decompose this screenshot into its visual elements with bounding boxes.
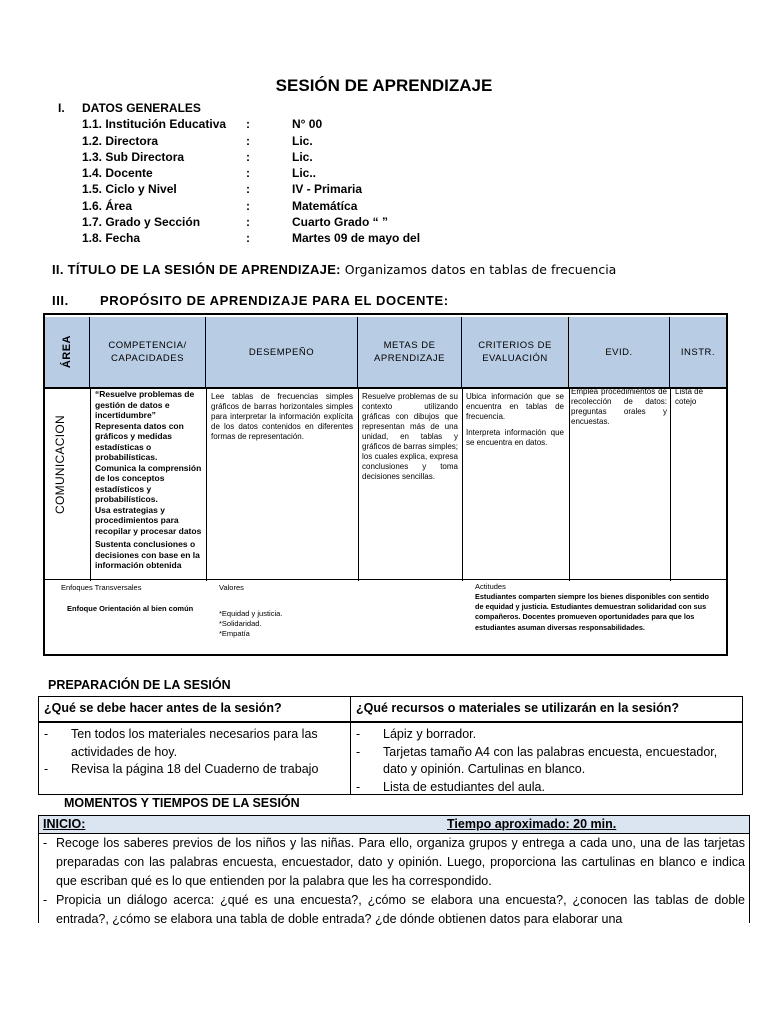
header-desempeno: DESEMPEÑO — [206, 317, 358, 387]
dash: - — [43, 836, 48, 850]
titulo-value: Organizamos datos en tablas de frecuencia — [344, 262, 617, 277]
desempeno-text: Lee tablas de frecuencias simples gráficos de barras horizontales simples para interpretar la información explícita de los datos contenidos en diferentes formas de representación. — [211, 392, 353, 441]
dash: - — [44, 727, 49, 741]
prep-col1-header: ¿Qué se debe hacer antes de la sesión? — [39, 697, 350, 721]
prep-item-text: Tarjetas tamaño A4 con las palabras encuesta, encuestador, dato y opinión. Cartulinas en blanco. — [383, 744, 718, 776]
datos-row — [58, 116, 492, 132]
datos-row — [58, 230, 492, 246]
datos-row — [58, 198, 492, 214]
datos-value: Cuarto Grado “ ” — [292, 215, 389, 230]
inicio-header — [39, 816, 749, 834]
datos-label: 1.4. Docente — [82, 166, 153, 181]
valores-list — [219, 609, 339, 639]
section-proposito — [52, 293, 449, 308]
evid-text: Emplea procedimientos de recolección de datos: preguntas orales y encuestas. — [571, 387, 667, 426]
competencia-item: Comunica la comprensión de los conceptos estadísticos y probabilísticos. — [95, 462, 202, 504]
inicio-paragraph — [43, 834, 745, 891]
valor-item: *Solidaridad. — [219, 619, 262, 628]
inicio-paragraph — [43, 891, 745, 929]
dash: - — [44, 762, 49, 776]
col-divider — [462, 389, 463, 581]
prep-col-divider — [350, 697, 351, 794]
prep-list-recursos — [356, 726, 736, 796]
datos-row — [58, 133, 492, 149]
prep-list-antes — [44, 726, 344, 779]
prep-item-text: Revisa la página 18 del Cuaderno de trabajo — [71, 762, 319, 776]
datos-colon: : — [246, 133, 250, 148]
header-area — [45, 317, 90, 387]
col-divider — [90, 389, 91, 581]
datos-generales — [58, 100, 492, 247]
valor-item: *Equidad y justicia. — [219, 609, 283, 618]
competencia-list — [95, 389, 203, 571]
datos-colon: : — [246, 182, 250, 197]
proposito-table — [43, 313, 728, 656]
tiempo-label: Tiempo aproximado: 20 min. — [447, 817, 617, 831]
datos-colon: : — [246, 149, 250, 164]
datos-value: N° 00 — [292, 117, 323, 132]
dash: - — [356, 779, 361, 794]
metas-text: Resuelve problemas de su contexto utilizando gráficas con dibujos que representan más de una unidad, en tablas y gráficos de barras simples; los cuales explica, expresa conclusiones y toma decisiones sencillas. — [362, 392, 458, 481]
page-title: SESIÓN DE APRENDIZAJE — [275, 76, 493, 95]
actitudes-text: Estudiantes comparten siempre los bienes disponibles con sentido de equidad y justicia. Estudiantes demuestran solidaridad con sus compañeros. Docentes promueven oportunidades para que los estudiantes asuman diversas responsabilidades. — [475, 592, 709, 632]
titulo-heading: II. TÍTULO DE LA SESIÓN DE APRENDIZAJE: — [52, 262, 341, 277]
momentos-table — [38, 815, 750, 926]
competencia-item: “Resuelve problemas de gestión de datos e incertidumbre” — [95, 389, 195, 420]
proposito-heading: PROPÓSITO DE APRENDIZAJE PARA EL DOCENTE: — [100, 293, 449, 308]
criterio-item: Ubica información que se encuentra en tablas de frecuencia. — [466, 392, 564, 421]
datos-value: IV - Primaria — [292, 182, 363, 197]
competencia-item: Representa datos con gráficos y medidas estadísticas o probabilísticas. — [95, 420, 184, 462]
datos-colon: : — [246, 231, 250, 246]
datos-row — [58, 165, 492, 181]
prep-item — [44, 726, 344, 761]
datos-label: 1.6. Área — [82, 198, 133, 213]
prep-item — [356, 744, 736, 779]
prep-item-text: Lista de estudiantes del aula. — [383, 779, 545, 794]
datos-value: Lic. — [292, 133, 313, 148]
preparacion-title: PREPARACIÓN DE LA SESIÓN — [48, 678, 231, 692]
valores-label: Valores — [219, 583, 244, 592]
header-instr: INSTR. — [670, 317, 726, 387]
prep-item — [356, 726, 736, 744]
preparacion-table — [38, 696, 743, 795]
dash: - — [43, 893, 48, 907]
row-divider — [45, 579, 726, 580]
criterio-item: Interpreta información que se encuentra en datos. — [466, 428, 564, 447]
inicio-label: INICIO: — [43, 817, 86, 831]
enfoques-label: Enfoques Transversales — [61, 583, 142, 592]
proposito-number: III. — [52, 293, 69, 308]
datos-colon: : — [246, 198, 250, 213]
prep-col2-header: ¿Qué recursos o materiales se utilizarán en la sesión? — [351, 697, 741, 721]
prep-item-text: Ten todos los materiales necesarios para las actividades de hoy. — [71, 727, 318, 759]
datos-label: 1.1. Institución Educativa — [82, 117, 227, 132]
instr-text: Lista de cotejo — [675, 387, 704, 406]
area-label: COMUNICACION — [53, 415, 67, 514]
datos-value: Martes 09 de mayo del — [292, 231, 421, 246]
header-area-text: ÁREA — [60, 335, 73, 369]
datos-rows — [58, 116, 492, 246]
datos-label: 1.8. Fecha — [82, 231, 141, 246]
dash: - — [356, 727, 361, 741]
section-heading: DATOS GENERALES — [82, 101, 201, 115]
prep-item — [44, 761, 344, 779]
prep-header-divider — [39, 721, 742, 723]
col-divider — [358, 389, 359, 581]
datos-label: 1.2. Directora — [82, 133, 159, 148]
datos-value: Matemátíca — [292, 198, 358, 213]
datos-value: Lic.. — [292, 166, 317, 181]
header-criterios: CRITERIOS DE EVALUACIÓN — [462, 317, 569, 387]
col-divider — [670, 389, 671, 581]
inicio-p1: Recoge los saberes previos de los niños y las niñas. Para ello, organiza grupos y entrega a cada uno, una de las tarjetas preparadas con las palabras encuesta, encuestador, dato y opinión. Luego, proporciona las cartulinas en blanco e indica que escriban qué es lo que entienden por la palabra que les ha correspondido. — [56, 836, 745, 888]
datos-label: 1.3. Sub Directora — [82, 149, 185, 164]
datos-colon: : — [246, 117, 250, 132]
inicio-p2: Propicia un diálogo acerca: ¿qué es una encuesta?, ¿cómo se elabora una encuesta?, ¿conocen las tablas de doble entrada?, ¿cómo se elabora una tabla de doble entrada? ¿de dónde obtienen datos para elaborar una — [56, 893, 745, 926]
datos-row — [58, 181, 492, 197]
datos-heading — [58, 100, 492, 116]
actitudes-label: Actitudes — [475, 582, 506, 591]
valor-item: *Empatía — [219, 629, 250, 638]
header-evid: EVID. — [569, 317, 670, 387]
datos-colon: : — [246, 215, 250, 230]
col-divider — [206, 389, 207, 581]
enfoque-text: Enfoque Orientación al bien común — [67, 604, 194, 613]
inicio-body — [39, 834, 749, 929]
datos-value: Lic. — [292, 149, 313, 164]
datos-label: 1.7. Grado y Sección — [82, 215, 201, 230]
competencia-item: Usa estrategias y procedimientos para recopilar y procesar datos — [95, 504, 202, 536]
dash: - — [356, 744, 361, 759]
datos-row — [58, 214, 492, 230]
datos-colon: : — [246, 166, 250, 181]
datos-label: 1.5. Ciclo y Nivel — [82, 182, 177, 197]
datos-row — [58, 149, 492, 165]
section-number: I. — [58, 101, 65, 115]
prep-item-text: Lápiz y borrador. — [383, 727, 477, 741]
momentos-title: MOMENTOS Y TIEMPOS DE LA SESIÓN — [64, 796, 300, 810]
competencia-item: Sustenta conclusiones o decisiones con base en la información obtenida — [95, 539, 200, 570]
section-titulo — [52, 262, 616, 277]
criterios-list — [466, 392, 564, 448]
col-divider — [569, 389, 570, 581]
header-metas: METAS DE APRENDIZAJE — [358, 317, 462, 387]
prep-item — [356, 779, 736, 797]
header-competencia: COMPETENCIA/ CAPACIDADES — [90, 317, 206, 387]
